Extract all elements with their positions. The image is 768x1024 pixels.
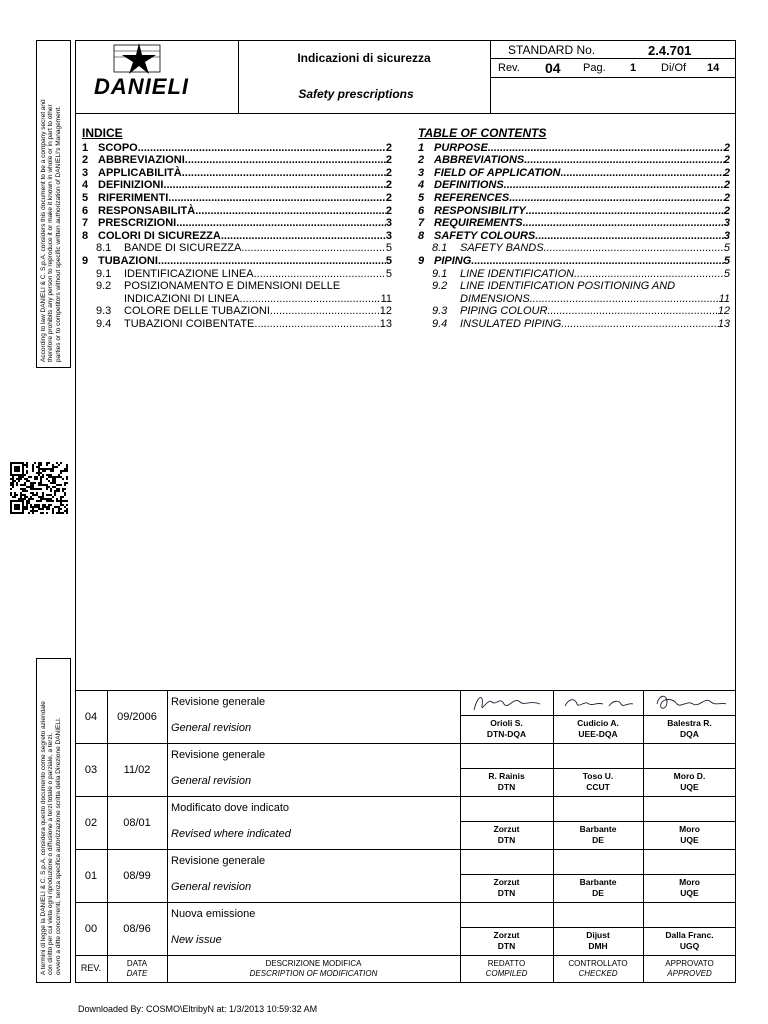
toc-title: SCOPO: [98, 141, 138, 154]
toc-it-heading: INDICE: [82, 126, 123, 140]
rev-value: 04: [545, 60, 561, 76]
signer-department: CCUT: [586, 782, 610, 792]
toc-number: 9.1: [432, 267, 448, 280]
toc-page: 2: [723, 191, 730, 204]
toc-it-item[interactable]: [82, 230, 392, 243]
toc-en-item[interactable]: [418, 179, 730, 192]
toc-number: 9: [82, 254, 89, 267]
toc-english: [418, 127, 730, 331]
toc-page: 2: [385, 204, 392, 217]
footer-label-en: DESCRIPTION OF MODIFICATION: [249, 969, 378, 978]
toc-page: 2: [385, 166, 392, 179]
toc-title: DEFINITIONS: [434, 179, 504, 192]
toc-number: 8: [418, 229, 425, 242]
toc-italian: [82, 127, 392, 331]
toc-title: INDICAZIONI DI LINEA: [124, 292, 240, 305]
toc-page: 3: [385, 217, 392, 230]
toc-number: 1: [82, 141, 89, 154]
toc-page: 5: [385, 254, 392, 267]
toc-title: COLORI DI SICUREZZA: [98, 229, 221, 242]
toc-en-item[interactable]: [418, 154, 730, 167]
toc-number: 9.4: [432, 317, 448, 330]
rev-description-en: General revision: [171, 722, 252, 734]
toc-number: 9: [418, 254, 425, 267]
footer-label-en: CHECKED: [578, 969, 618, 978]
rev-number: 04: [84, 711, 98, 723]
footer-rev-label: REV.: [80, 963, 102, 973]
toc-title: LINE IDENTIFICATION POSITIONING AND: [460, 280, 676, 293]
signer-name: Toso U.: [582, 771, 614, 781]
toc-it-item[interactable]: [82, 205, 392, 218]
toc-number: 7: [418, 217, 425, 230]
toc-it-item-continued[interactable]: [82, 293, 392, 306]
signer-name: Moro: [679, 824, 700, 834]
rev-description-it: Revisione generale: [171, 749, 266, 761]
toc-page: 5: [723, 242, 730, 255]
toc-en-item[interactable]: [418, 217, 730, 230]
toc-page: 2: [385, 154, 392, 167]
handwritten-signature: [563, 692, 633, 714]
rev-description-en: General revision: [171, 881, 252, 893]
toc-number: 6: [82, 204, 89, 217]
toc-number: 8.1: [96, 242, 112, 255]
signer-name: Barbante: [579, 824, 617, 834]
toc-number: 1: [418, 141, 425, 154]
toc-page: 11: [380, 292, 392, 305]
toc-title: RIFERIMENTI: [98, 191, 169, 204]
signer-department: DTN: [497, 835, 516, 845]
rev-label: Rev.: [498, 62, 520, 74]
toc-en-item[interactable]: [418, 142, 730, 155]
toc-title: ABBREVIAZIONI: [98, 154, 185, 167]
toc-page: 5: [723, 267, 730, 280]
footer-label-en: COMPILED: [485, 969, 528, 978]
footer-label-en: DATE: [126, 969, 148, 978]
download-note: Downloaded By: COSMO\EltribyN at: 1/3/2013 10:59:32 AM: [78, 1004, 318, 1014]
toc-title: BANDE DI SICUREZZA: [124, 242, 242, 255]
toc-en-item[interactable]: [418, 230, 730, 243]
toc-title: PIPING COLOUR: [460, 305, 548, 318]
of-label: Di/Of: [661, 62, 687, 74]
signer-name: Dalla Franc.: [665, 930, 714, 940]
toc-en-item[interactable]: [418, 255, 730, 268]
signer-name: Zorzut: [493, 824, 520, 834]
signer-department: DTN: [497, 782, 516, 792]
toc-page: 11: [718, 292, 730, 305]
signer-department: DTN: [497, 941, 516, 951]
toc-page: 3: [385, 229, 392, 242]
toc-page: 5: [723, 254, 730, 267]
toc-title: REQUIREMENTS: [434, 217, 523, 230]
toc-page: 3: [723, 217, 730, 230]
handwritten-signature: [470, 692, 543, 714]
toc-it-item[interactable]: [82, 305, 392, 318]
footer-label-en: APPROVED: [667, 969, 712, 978]
toc-en-item-continued[interactable]: [418, 293, 730, 306]
side-notice-top: According to law DANIELI & C. S.p.A. considers this document to be a company secret and therefore prohibits any person to reproduce it or make it known in whole or in part to other parties or to competitors without specific written authorization of DANIELI's Management.: [40, 99, 62, 362]
toc-it-item[interactable]: [82, 280, 392, 293]
toc-it-item[interactable]: [82, 255, 392, 268]
toc-number: 7: [82, 217, 89, 230]
toc-en-item[interactable]: [418, 205, 730, 218]
toc-it-item[interactable]: [82, 167, 392, 180]
rev-description-it: Modificato dove indicato: [171, 802, 290, 814]
of-value: 14: [707, 62, 720, 74]
toc-title: POSIZIONAMENTO E DIMENSIONI DELLE: [124, 280, 341, 293]
toc-page: 12: [717, 305, 730, 318]
toc-page: 5: [385, 242, 392, 255]
rev-description-en: Revised where indicated: [171, 828, 291, 840]
signer-department: UEE-DQA: [578, 729, 618, 739]
rev-date: 08/99: [123, 870, 151, 882]
toc-en-item[interactable]: [418, 280, 730, 293]
toc-title: TUBAZIONI COIBENTATE: [124, 317, 255, 330]
toc-page: 2: [723, 204, 730, 217]
signer-name: Zorzut: [493, 877, 520, 887]
toc-it-item[interactable]: [82, 192, 392, 205]
toc-title: FIELD OF APPLICATION: [434, 166, 561, 179]
title-it: Indicazioni di sicurezza: [297, 51, 431, 65]
signer-department: UQE: [680, 835, 699, 845]
rev-number: 01: [84, 870, 98, 882]
signer-name: Moro D.: [673, 771, 706, 781]
toc-page: 2: [723, 166, 730, 179]
page-label: Pag.: [583, 62, 606, 74]
title-en: Safety prescriptions: [298, 87, 414, 101]
toc-title: PURPOSE: [434, 141, 488, 154]
rev-description-it: Revisione generale: [171, 855, 266, 867]
toc-page: 3: [723, 229, 730, 242]
signer-department: DTN-DQA: [486, 729, 527, 739]
signer-name: Barbante: [579, 877, 617, 887]
rev-number: 02: [84, 817, 98, 829]
rev-description-en: General revision: [171, 775, 252, 787]
toc-title: DEFINIZIONI: [98, 179, 164, 192]
rev-date: 08/96: [123, 923, 151, 935]
signer-name: Cudicio A.: [577, 718, 619, 728]
standard-number: 2.4.701: [648, 43, 692, 58]
signer-department: DE: [592, 888, 604, 898]
toc-it-item[interactable]: [82, 242, 392, 255]
signer-department: DQA: [680, 729, 699, 739]
toc-title: DIMENSIONS: [460, 292, 530, 305]
toc-title: REFERENCES: [434, 191, 510, 204]
page-value: 1: [630, 62, 637, 74]
signer-department: UGQ: [679, 941, 700, 951]
rev-number: 00: [84, 923, 98, 935]
toc-page: 2: [723, 141, 730, 154]
toc-en-item[interactable]: [418, 268, 730, 281]
signer-department: UQE: [680, 888, 699, 898]
footer-label-it: REDATTO: [487, 959, 526, 968]
toc-title: LINE IDENTIFICATION: [460, 267, 575, 280]
signer-name: Balestra R.: [667, 718, 712, 728]
rev-description-it: Revisione generale: [171, 696, 266, 708]
toc-it-item[interactable]: [82, 142, 392, 155]
toc-it-item[interactable]: [82, 217, 392, 230]
toc-it-item[interactable]: [82, 268, 392, 281]
signer-name: R. Rainis: [488, 771, 525, 781]
signer-name: Zorzut: [493, 930, 520, 940]
footer-label-it: CONTROLLATO: [568, 959, 628, 968]
toc-number: 2: [82, 154, 89, 167]
toc-number: 4: [418, 179, 425, 192]
handwritten-signature: [653, 692, 726, 714]
rev-number: 03: [84, 764, 98, 776]
toc-en-item[interactable]: [418, 167, 730, 180]
toc-page: 5: [385, 267, 392, 280]
toc-number: 8: [82, 229, 89, 242]
toc-en-item[interactable]: [418, 192, 730, 205]
toc-it-item[interactable]: [82, 154, 392, 167]
toc-number: 3: [418, 166, 425, 179]
toc-page: 2: [385, 141, 392, 154]
toc-title: IDENTIFICAZIONE LINEA: [124, 267, 254, 280]
toc-number: 6: [418, 204, 425, 217]
rev-date: 08/01: [123, 817, 151, 829]
toc-number: 9.4: [96, 317, 112, 330]
toc-title: COLORE DELLE TUBAZIONI: [124, 305, 270, 318]
rev-description-en: New issue: [171, 934, 222, 946]
signer-name: Moro: [679, 877, 700, 887]
toc-title: APPLICABILITÀ: [98, 166, 182, 179]
toc-en-item[interactable]: [418, 305, 730, 318]
signer-name: Dijust: [586, 930, 610, 940]
signer-name: Orioli S.: [490, 718, 523, 728]
toc-title: ABBREVIATIONS: [434, 154, 525, 167]
toc-title: INSULATED PIPING: [460, 317, 562, 330]
toc-number: 8.1: [432, 242, 448, 255]
side-notice-bottom: A termini di legge la DANIELI & C. S.p.A. considera questo documento come segreto aziendale con diritto per cui vieta ogni riproduzione o diffusione a terzi totale o parziale, a terzi, ovvero a ditte concorrenti, senza specifica autorizzazione scritta della Direzione DANIELI.: [40, 701, 62, 975]
toc-number: 9.3: [96, 305, 112, 318]
footer-label-it: DESCRIZIONE MODIFICA: [265, 959, 362, 968]
signer-department: DE: [592, 835, 604, 845]
toc-title: SAFETY COLOURS: [434, 229, 536, 242]
footer-label-it: DATA: [126, 959, 148, 968]
toc-title: TUBAZIONI: [98, 254, 158, 267]
toc-page: 2: [385, 191, 392, 204]
star-logo-icon: [112, 42, 162, 76]
toc-title: RESPONSABILITÀ: [98, 204, 196, 217]
footer-label-it: APPROVATO: [665, 959, 714, 968]
toc-number: 3: [82, 166, 89, 179]
toc-it-item[interactable]: [82, 179, 392, 192]
toc-number: 4: [82, 179, 89, 192]
signer-department: DTN: [497, 888, 516, 898]
toc-title: SAFETY BANDS: [460, 242, 544, 255]
toc-page: 2: [723, 154, 730, 167]
toc-number: 5: [82, 191, 89, 204]
toc-page: 12: [379, 305, 392, 318]
signer-department: UQE: [680, 782, 699, 792]
toc-number: 9.2: [432, 280, 448, 293]
signer-department: DMH: [588, 941, 608, 951]
toc-title: PIPING: [434, 254, 472, 267]
toc-en-heading: TABLE OF CONTENTS: [418, 126, 547, 140]
rev-date: 09/2006: [117, 711, 157, 723]
toc-en-item[interactable]: [418, 318, 730, 331]
danieli-logo: DANIELI: [88, 42, 228, 110]
toc-page: 13: [379, 317, 392, 330]
toc-page: 2: [385, 179, 392, 192]
toc-page: 13: [717, 317, 730, 330]
toc-number: 9.3: [432, 305, 448, 318]
toc-title: PRESCRIZIONI: [98, 217, 177, 230]
toc-number: 9.1: [96, 267, 112, 280]
toc-en-item[interactable]: [418, 242, 730, 255]
toc-page: 2: [723, 179, 730, 192]
toc-it-item[interactable]: [82, 318, 392, 331]
rev-description-it: Nuova emissione: [171, 908, 256, 920]
standard-label: STANDARD No.: [508, 43, 596, 57]
toc-title: RESPONSIBILITY: [434, 204, 526, 217]
rev-date: 11/02: [123, 764, 151, 776]
toc-number: 9.2: [96, 280, 112, 293]
toc-number: 2: [418, 154, 425, 167]
toc-number: 5: [418, 191, 425, 204]
qr-code: [10, 462, 68, 517]
